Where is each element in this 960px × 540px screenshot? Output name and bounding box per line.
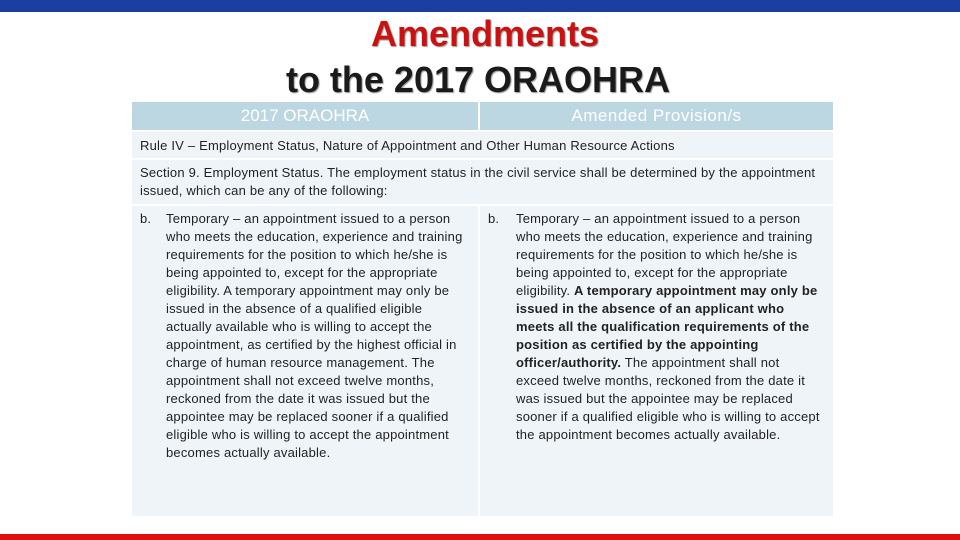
list-marker: b. <box>140 211 152 226</box>
original-provision-cell <box>132 206 480 516</box>
amended-provision-item <box>488 210 825 444</box>
top-accent-bar <box>0 0 960 12</box>
comparison-table <box>132 102 833 516</box>
header-original: 2017 ORAOHRA <box>132 102 480 130</box>
list-marker: b. <box>488 211 500 226</box>
amended-text-before: Temporary – an appointment issued to a person who meets the education, experience and training requirements for the position to which he/she is being appointed to, except for the appropriate eligibility. <box>516 211 813 298</box>
bottom-accent-bar <box>0 534 960 540</box>
slide-title-line-2: to the 2017 ORAOHRA <box>285 59 671 100</box>
amended-provision-cell <box>480 206 833 516</box>
slide-title-line-1: Amendments <box>370 13 600 54</box>
amended-text-after: The appointment shall not exceed twelve months, reckoned from the date it was issued but the appointee may be replaced sooner if a qualified eligible who is willing to accept the appointment becomes actually available. <box>516 355 820 442</box>
section-row: Section 9. Employment Status. The employment status in the civil service shall be determined by the appointment issued, which can be any of the following: <box>132 158 833 204</box>
header-amended: Amended Provision/s <box>480 102 833 130</box>
amended-provision-text <box>516 210 825 444</box>
amended-text-bold: A temporary appointment may only be issued in the absence of an applicant who meets all the qualification requirements of the position as certified by the appointing officer/authority. <box>516 283 818 370</box>
table-header-row <box>132 102 833 130</box>
original-provision-item <box>140 210 470 462</box>
rule-row: Rule IV – Employment Status, Nature of Appointment and Other Human Resource Actions <box>132 130 833 158</box>
provision-row <box>132 204 833 516</box>
original-provision-text: Temporary – an appointment issued to a person who meets the education, experience and training requirements for the position to which he/she is being appointed to, except for the appropriate eligibility. A temporary appointment may only be issued in the absence of a qualified eligible actually available who is willing to accept the appointment, as certified by the highest official in charge of human resource management. The appointment shall not exceed twelve months, reckoned from the date it was issued but the appointee may be replaced sooner if a qualified eligible who is willing to accept the appointment becomes actually available. <box>166 211 463 460</box>
